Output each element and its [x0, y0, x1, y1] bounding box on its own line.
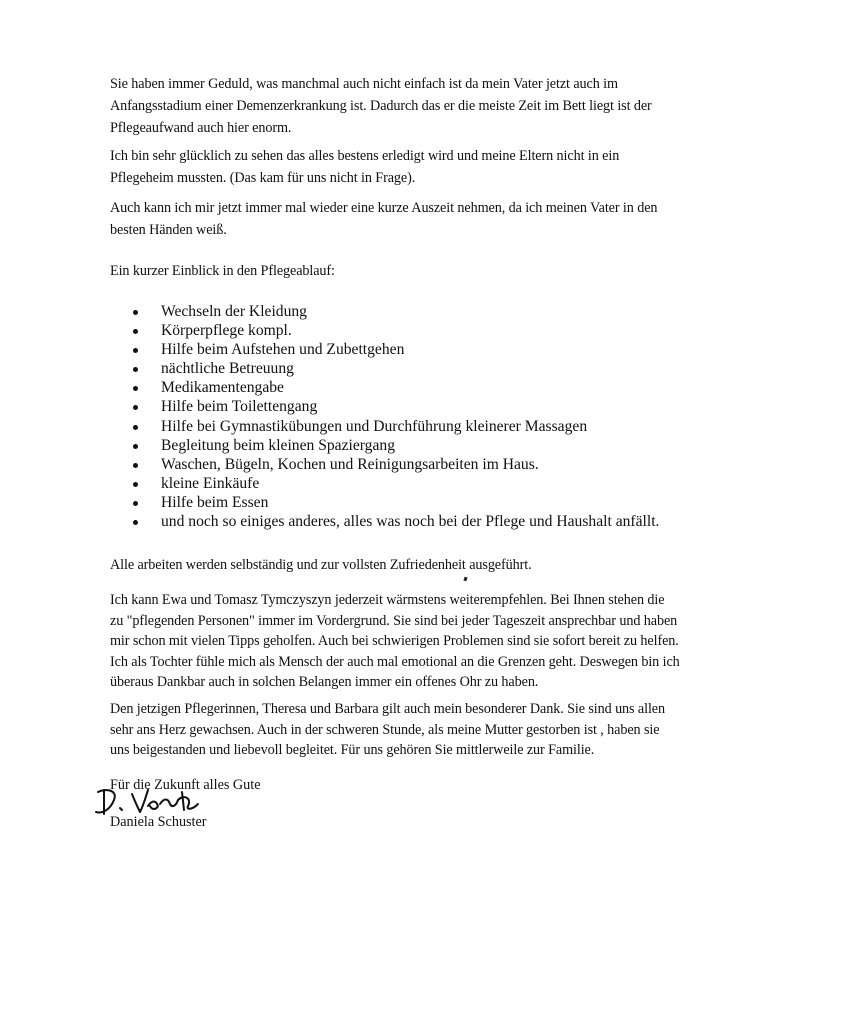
- list-item: [128, 302, 659, 321]
- list-item-text: Hilfe beim Aufstehen und Zubettgehen: [161, 341, 405, 359]
- list-item-text: Hilfe beim Toilettengang: [161, 398, 318, 416]
- list-item: [128, 397, 659, 416]
- list-item-text: und noch so einiges anderes, alles was noch bei der Pflege und Haushalt anfällt.: [161, 513, 660, 531]
- text-line: überaus Dankbar auch in solchen Belangen immer ein offenes Ohr zu haben.: [110, 674, 539, 690]
- list-item: [128, 493, 659, 512]
- text-line: uns beigestanden und liebevoll begleitet. Für uns gehören Sie mittlerweile zur Familie.: [110, 742, 595, 758]
- text-line: Anfangsstadium einer Demenzerkrankung ist. Dadurch das er die meiste Zeit im Bett liegt ist der: [110, 98, 652, 114]
- text-line: Ich als Tochter fühle mich als Mensch der auch mal emotional an die Grenzen geht. Deswegen bin ich: [110, 653, 680, 670]
- text-line: Alle arbeiten werden selbständig und zur vollsten Zufriedenheit ausgeführt.: [110, 557, 532, 573]
- text-line: Ein kurzer Einblick in den Pflegeablauf:: [110, 263, 335, 279]
- bullet-icon: [133, 463, 138, 468]
- closing-line: Für die Zukunft alles Gute: [110, 777, 261, 793]
- list-item-text: Wechseln der Kleidung: [161, 303, 307, 320]
- bullet-icon: [133, 348, 138, 353]
- list-item: [128, 378, 659, 397]
- bullet-icon: [133, 405, 138, 410]
- list-item-text: Begleitung beim kleinen Spaziergang: [161, 436, 395, 454]
- list-item-text: Hilfe beim Essen: [161, 493, 269, 511]
- list-item-text: Medikamentengabe: [161, 379, 284, 397]
- paragraph-gluecklich: [110, 145, 790, 189]
- care-tasks-list: [128, 302, 659, 531]
- speck-mark: [463, 577, 467, 582]
- paragraph-geduld: [110, 73, 790, 139]
- paragraph-empfehlung: [110, 590, 790, 693]
- list-item: [128, 359, 659, 378]
- paragraph-dank: [110, 699, 790, 761]
- text-line: mir schon mit vielen Tipps geholfen. Auch bei schwierigen Problemen sind sie sofort bereit zu helfen.: [110, 633, 679, 649]
- text-line: Pflegeaufwand auch hier enorm.: [110, 120, 292, 136]
- text-line: Auch kann ich mir jetzt immer mal wieder eine kurze Auszeit nehmen, da ich meinen Vater in den: [110, 200, 658, 216]
- text-line: besten Händen weiß.: [110, 222, 227, 238]
- bullet-icon: [133, 520, 138, 525]
- list-item: [128, 512, 659, 531]
- text-line: sehr ans Herz gewachsen. Auch in der schweren Stunde, als meine Mutter gestorben ist , haben sie: [110, 721, 660, 738]
- text-line: Pflegeheim mussten. (Das kam für uns nicht in Frage).: [110, 170, 416, 186]
- bullet-icon: [133, 386, 138, 391]
- list-item: [128, 474, 659, 493]
- list-item-text: kleine Einkäufe: [161, 474, 260, 492]
- bullet-icon: [133, 367, 138, 372]
- list-item: [128, 417, 659, 436]
- bullet-icon: [133, 444, 138, 449]
- text-line: Sie haben immer Geduld, was manchmal auch nicht einfach ist da mein Vater jetzt auch im: [110, 76, 618, 92]
- bullet-icon: [133, 310, 138, 315]
- bullet-icon: [133, 425, 138, 430]
- signer-name: Daniela Schuster: [110, 814, 207, 830]
- list-item: [128, 321, 659, 340]
- list-item: [128, 455, 659, 474]
- list-item-text: Waschen, Bügeln, Kochen und Reinigungsarbeiten im Haus.: [161, 455, 539, 473]
- paragraph-selbstaendig: [110, 554, 790, 576]
- text-line: Ich bin sehr glücklich zu sehen das alles bestens erledigt wird und meine Eltern nicht in ein: [110, 148, 620, 164]
- list-item-text: nächtliche Betreuung: [161, 360, 294, 378]
- bullet-icon: [133, 329, 138, 334]
- paragraph-auszeit: [110, 197, 790, 241]
- list-item: [128, 340, 659, 359]
- list-item-text: Hilfe bei Gymnastikübungen und Durchführung kleinerer Massagen: [161, 417, 588, 435]
- bullet-icon: [133, 501, 138, 506]
- list-intro: [110, 260, 790, 282]
- text-line: Ich kann Ewa und Tomasz Tymczyszyn jederzeit wärmstens weiterempfehlen. Bei Ihnen stehen die: [110, 592, 665, 608]
- text-line: zu "pflegenden Personen" immer im Vordergrund. Sie sind bei jeder Tageszeit ansprechbar und haben: [110, 612, 678, 629]
- list-item: [128, 436, 659, 455]
- list-item-text: Körperpflege kompl.: [161, 322, 292, 340]
- text-line: Den jetzigen Pflegerinnen, Theresa und Barbara gilt auch mein besonderer Dank. Sie sind uns allen: [110, 701, 665, 717]
- bullet-icon: [133, 482, 138, 487]
